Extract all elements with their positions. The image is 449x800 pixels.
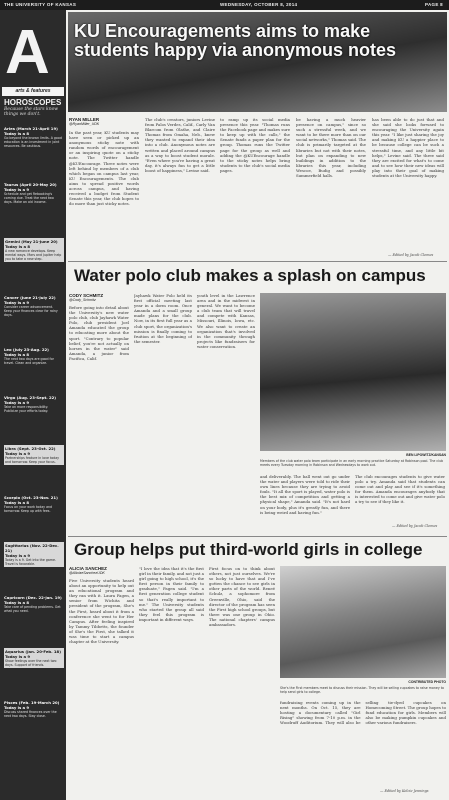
sign-text: A new romance develops. Keep mental ways. Mars and Jupiter help you to take a new step. xyxy=(5,249,62,262)
horoscopes-title: HOROSCOPES xyxy=(4,98,62,107)
story1-headline: KU Encouragements aims to make students happy via anonymous notes xyxy=(74,21,397,60)
sign-name: Cancer (June 21-July 22) xyxy=(4,295,56,300)
horoscope-aquarius xyxy=(4,648,64,668)
sign-text: Take care of pending problems. Get what you need. xyxy=(4,605,61,614)
story3-photo-credit: CONTRIBUTED PHOTO xyxy=(408,680,446,684)
horoscope-scorpio xyxy=(4,495,62,513)
story2-headline: Water polo club makes a splash on campus xyxy=(74,266,426,285)
sign-rating: Today is a 9 xyxy=(4,705,30,710)
story1-column-2: The club's creators, juniors Levine from Palos Verdes, Calif., Carly Van Blarcom from Olathe, and Claire Thomas from Omaha, Neb., knew they wanted to expand their idea into a club. Anonymous notes are written and placed around campus as a way to boost student morale. "Even where you're having a great day, it's always fun to get a little boost of happiness," Levine said. xyxy=(145,117,215,173)
sign-rating: Today is a 9 xyxy=(5,654,31,659)
story2-column-4: and deliverably. The ball went out go under the water and players were told to ride their own lines because they are trying to avoid fouls. "It all the sport is played, water polo is the best mix of competition and getting a physical shape," Amanda said. "It's not hard on your body, plus it's greatly fun, and there is being weird and having fun." xyxy=(260,474,350,515)
story2-column-1: Before going into detail about the University's new water polo club, club Jayhawk Water Polo, club president Joel Amanda educated the group to educating more about the sport. "Contrary to popular belief, you're not actually on horses in the water" said Amanda, a junior from Pacifica, Calif. xyxy=(69,305,129,361)
story3-column-1: Five University students heard about an opportunity to help out an educational program and they ran with it. Laura Fagen, a senior from Wichita and president of the program, She's the First, heard about it from a conference she went to for Her Campus. After feeling inspired by Tammy Tibbetts, the founder of She's the First, she talked it was time to start a campus chapter at the University. xyxy=(69,578,134,645)
sign-text: Partnerships feature in love today and tomorrow. Keep your focus. xyxy=(5,456,60,465)
story1-column-1: In the past year, KU students may have seen or picked up an anonymous sticky note with random words of encouragement or an inspiring quote on a sticky note. The Twitter handle @KUEncourage. Three notes were left behind by members of a club which began on campus last year, KU Encouragements. The club aims to spread positive words across campus, and having received a budget from Student Senate this year, the club hopes to do more than just sticky notes. xyxy=(69,130,139,207)
horoscope-gemini xyxy=(4,238,64,262)
sign-rating: Today is a 9 xyxy=(4,400,30,405)
story3-column-2: "I love the idea that it's the first girl in their family, and not just a girl going to high school, it's the first person in their family to graduate," Fagen said. "I'm a first generation college student so that's really important to me." The University students who started the group all said they feel this program is important in different ways. xyxy=(139,566,204,622)
story3-column-4: fundraising events coming up in the next months. On Oct. 15, they are hosting a documentary called "Girl Rising" showing from 7-10 p.m. in the Woodruff Auditorium. They will also be selling tie-dyed cupcakes on Homecoming Street. The group hopes to fund education for girls. Members will also be making pumpkin cupcakes and other various fundraisers. xyxy=(280,700,446,726)
story1-column-3: to ramp up its social media presence this year. "Thomas runs the Facebook page and makes sure to keep up with the calls," the Senate funds a paper plan for the group. Thomas runs the Twitter page for the group as well and adding the @KUEncourage handle to the sticky notes helps bring students to the club's social media pages. xyxy=(220,117,290,173)
story3-edited-by: — Edited by Kelcie Jennings xyxy=(380,789,429,793)
sign-rating: Today is a 9 xyxy=(4,300,30,305)
story2-byline xyxy=(69,293,103,302)
author-handle: @RyanMiller_UDK xyxy=(69,122,100,126)
sign-text: Discuss shared finances over the next two days. Stay close. xyxy=(4,710,57,719)
sign-name: Leo (July 23-Aug. 22) xyxy=(4,347,49,352)
story3-byline xyxy=(69,566,107,575)
divider xyxy=(68,261,447,262)
story3-caption: She's the First members meet to discuss their mission. They will be selling cupcakes to raise money to help send girls to college. xyxy=(280,686,444,694)
story1-column-5: has been able to do just that and she said she looks forward to encouraging the University again this year. "I like just sharing the joy and making KU a happier place to be because college can be such a stressful time, and any little bit helps," Levine said. The three said they are excited for what's to come and to see how their new ideas will play into their goal of making students at the University happy. xyxy=(372,117,444,179)
sign-text: Go beyond the known limits. A good education is an investment in joint resources. Be cautious. xyxy=(4,136,62,149)
story1-column-4: be having a much heavier presence on campus," since so such a stressful week, and we want to be there more than on our social networks," Thomas said. The club is primarily targeted at the libraries but not with their notes, but plan on expanding to new buildings in addition to the libraries this year, including Wescoe, Budig and possibly Summerfield halls. xyxy=(296,117,366,179)
story2-caption: Members of the club water polo team participate in an early morning practice Saturday at Robinson pool. The club meets every Tuesday morning in Robinson and Wednesdays to work out. xyxy=(260,459,444,467)
sign-text: The next two days are good for travel. Clean and organize. xyxy=(4,357,54,366)
sign-text: Take on more responsibility. Publicize your efforts today. xyxy=(4,405,49,414)
masthead-page-number: PAGE 8 xyxy=(425,2,443,7)
horoscope-capricorn xyxy=(4,595,62,613)
story2-edited-by: — Edited by Jacob Clemes xyxy=(392,524,438,528)
sign-name: Libra (Sept. 23-Oct. 22) xyxy=(5,446,56,451)
sign-text: Consider career advancement. Keep your finances clear for rainy days. xyxy=(4,305,58,318)
story2-column-2: Jayhawk Water Polo held its first official meeting last year in a dorm room. Once Amanda and a small group made plans for the club. Now, in its first full year as a club sport, the organization's mission is finally coming to fruition at the beginning of the semester. xyxy=(134,293,192,344)
horoscope-sagittarius xyxy=(4,542,64,567)
sign-rating: Today is a 8 xyxy=(5,244,31,249)
sign-name: Taurus (April 20-May 20) xyxy=(4,182,57,187)
sign-name: Gemini (May 21-June 20) xyxy=(5,239,58,244)
sign-rating: Today is a 9 xyxy=(4,187,30,192)
author-name: CODY SCHMITZ xyxy=(69,293,104,298)
sign-name: Virgo (Aug. 23-Sept. 22) xyxy=(4,395,57,400)
masthead xyxy=(0,0,449,10)
sign-text: Show feelings over the next two days. Support of friends. xyxy=(5,659,57,668)
story3-headline: Group helps put third-world girls in college xyxy=(74,540,423,559)
author-name: ALICIA SANCHEZ xyxy=(69,566,107,571)
author-handle: @Cody_Schmitz xyxy=(69,298,96,302)
sign-name: Pisces (Feb. 19-March 20) xyxy=(4,700,60,705)
sign-text: Schedule and get Rebooking's coming due. Treat the next two days. Make an old income. xyxy=(4,192,54,205)
story1-edited-by: — Edited by Jacob Clemes xyxy=(388,253,434,257)
sign-text: Focus on your work today and tomorrow. Keep up with fees. xyxy=(4,505,53,514)
sign-name: Aries (March 21-April 19) xyxy=(4,126,58,131)
sign-name: Sagittarius (Nov. 22-Dec. 21) xyxy=(5,543,59,553)
story3-column-3: First focus on to think about others, not just ourselves. We're so lucky to have that and I've gotten the chance to see girls in other parts of the world. Reneé Schulz, a sophomore from Greenville, Ohio, said the director of the program has seen the First high school groups, but there was one group in Ohio. The national chapters' campus ambassadors. xyxy=(209,566,275,628)
masthead-date: WEDNESDAY, OCTOBER 8, 2014 xyxy=(220,2,298,7)
story2-column-5: The club encourages students to give water polo a try. Amanda said that students can come out and play and see if it's something for them. Amanda encourages anybody that is interested to come out and give water polo a try to see if they like it. xyxy=(355,474,445,505)
sign-rating: Today is a 8 xyxy=(4,500,30,505)
divider xyxy=(68,536,447,537)
group-meeting-photo xyxy=(280,566,446,678)
sign-name: Scorpio (Oct. 23-Nov. 21) xyxy=(4,495,58,500)
author-handle: @AliciaeSanchezUDK xyxy=(69,571,105,575)
horoscope-pisces xyxy=(4,700,62,718)
horoscope-leo xyxy=(4,347,62,365)
sign-rating: Today is a 9 xyxy=(5,553,31,558)
sign-name: Aquarius (Jan. 20-Feb. 18) xyxy=(5,649,61,654)
masthead-paper-name: THE UNIVERSITY OF KANSAS xyxy=(4,2,77,7)
author-name: RYAN MILLER xyxy=(69,117,100,122)
sign-rating: Today is a 8 xyxy=(4,131,30,136)
sign-rating: Today is a 8 xyxy=(4,352,30,357)
horoscope-cancer xyxy=(4,295,62,317)
story2-column-3: youth level in the Lawrence area and in the midwest in general. We want to become a club team that will travel and compete with Kansas, Missouri, Illinois, Iowa, etc. We also want to create an organization that's involved in the community through projects like fundraisers for water conservation. xyxy=(197,293,255,349)
water-polo-photo xyxy=(260,293,446,451)
horoscopes-subtitle: Because the stars know things we don't. xyxy=(4,107,59,117)
horoscope-taurus xyxy=(4,182,62,204)
section-label: arts & features xyxy=(2,87,64,96)
sign-text: Today is a 9. Get into the game. Travel is favorable. xyxy=(5,558,56,567)
sign-rating: Today is a 9 xyxy=(5,451,31,456)
horoscope-virgo xyxy=(4,395,62,413)
story1-byline xyxy=(69,117,99,126)
sign-name: Capricorn (Dec. 22-Jan. 19) xyxy=(4,595,62,600)
sign-rating: Today is a 8 xyxy=(4,600,30,605)
section-letter: A xyxy=(5,18,50,87)
horoscope-aries xyxy=(4,126,62,148)
story2-photo-credit: BEN LIPOWITZ/KANSAN xyxy=(406,453,446,457)
horoscope-libra xyxy=(4,445,64,465)
section-rail xyxy=(0,10,66,800)
